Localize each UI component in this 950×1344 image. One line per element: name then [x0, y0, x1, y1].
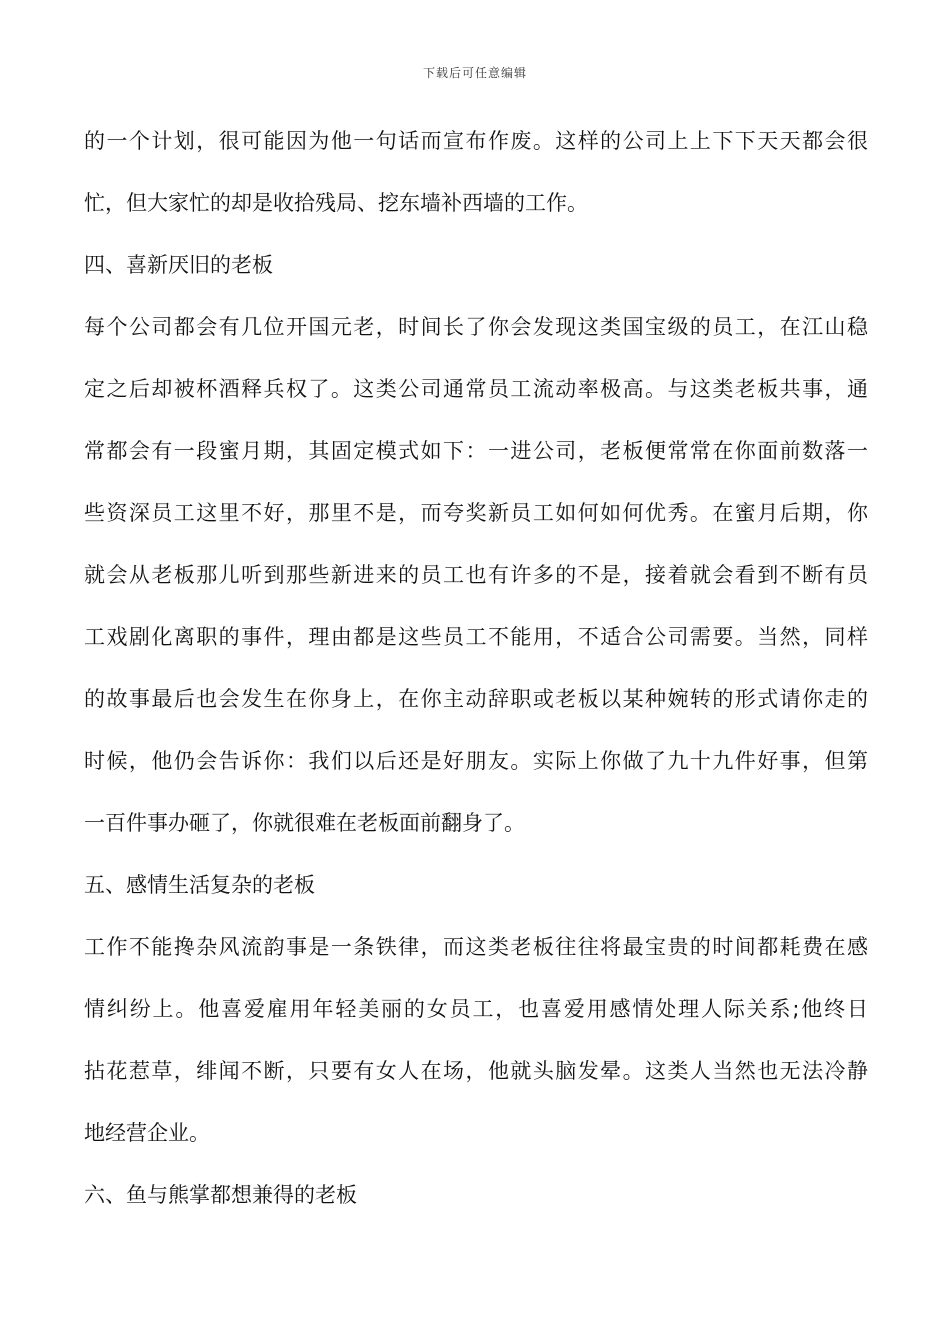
- paragraph-line: 每个公司都会有几位开国元老，时间长了你会发现这类国宝级的员工，在江山稳: [84, 315, 868, 339]
- paragraph-line: 的故事最后也会发生在你身上，在你主动辞职或老板以某种婉转的形式请你走的: [84, 687, 868, 711]
- section-heading: 六、鱼与熊掌都想兼得的老板: [84, 1183, 357, 1207]
- section-heading: 五、感情生活复杂的老板: [84, 873, 315, 897]
- paragraph-line: 工作不能搀杂风流韵事是一条铁律，而这类老板往往将最宝贵的时间都耗费在感: [84, 935, 868, 959]
- paragraph-line: 的一个计划，很可能因为他一句话而宣布作废。这样的公司上上下下天天都会很: [84, 129, 868, 153]
- paragraph-line: 忙，但大家忙的却是收拾残局、挖东墙补西墙的工作。: [84, 191, 588, 215]
- paragraph-line: 工戏剧化离职的事件，理由都是这些员工不能用，不适合公司需要。当然，同样: [84, 625, 868, 649]
- section-heading: 四、喜新厌旧的老板: [84, 253, 273, 277]
- paragraph-line: 常都会有一段蜜月期，其固定模式如下：一进公司，老板便常常在你面前数落一: [84, 439, 868, 463]
- paragraph-line: 时候，他仍会告诉你：我们以后还是好朋友。实际上你做了九十九件好事，但第: [84, 749, 868, 773]
- paragraph-line: 些资深员工这里不好，那里不是，而夸奖新员工如何如何优秀。在蜜月后期，你: [84, 501, 868, 525]
- paragraph-line: 就会从老板那儿听到那些新进来的员工也有许多的不是，接着就会看到不断有员: [84, 563, 868, 587]
- paragraph-line: 定之后却被杯酒释兵权了。这类公司通常员工流动率极高。与这类老板共事，通: [84, 377, 868, 401]
- paragraph-line: 情纠纷上。他喜爱雇用年轻美丽的女员工，也喜爱用感情处理人际关系;他终日: [84, 997, 868, 1021]
- paragraph-line: 拈花惹草，绯闻不断，只要有女人在场，他就头脑发晕。这类人当然也无法冷静: [84, 1059, 868, 1083]
- document-body: [84, 110, 868, 1226]
- paragraph-line: 一百件事办砸了，你就很难在老板面前翻身了。: [84, 811, 525, 835]
- page-header-note: 下载后可任意编辑: [422, 66, 527, 80]
- paragraph-line: 地经营企业。: [84, 1121, 210, 1145]
